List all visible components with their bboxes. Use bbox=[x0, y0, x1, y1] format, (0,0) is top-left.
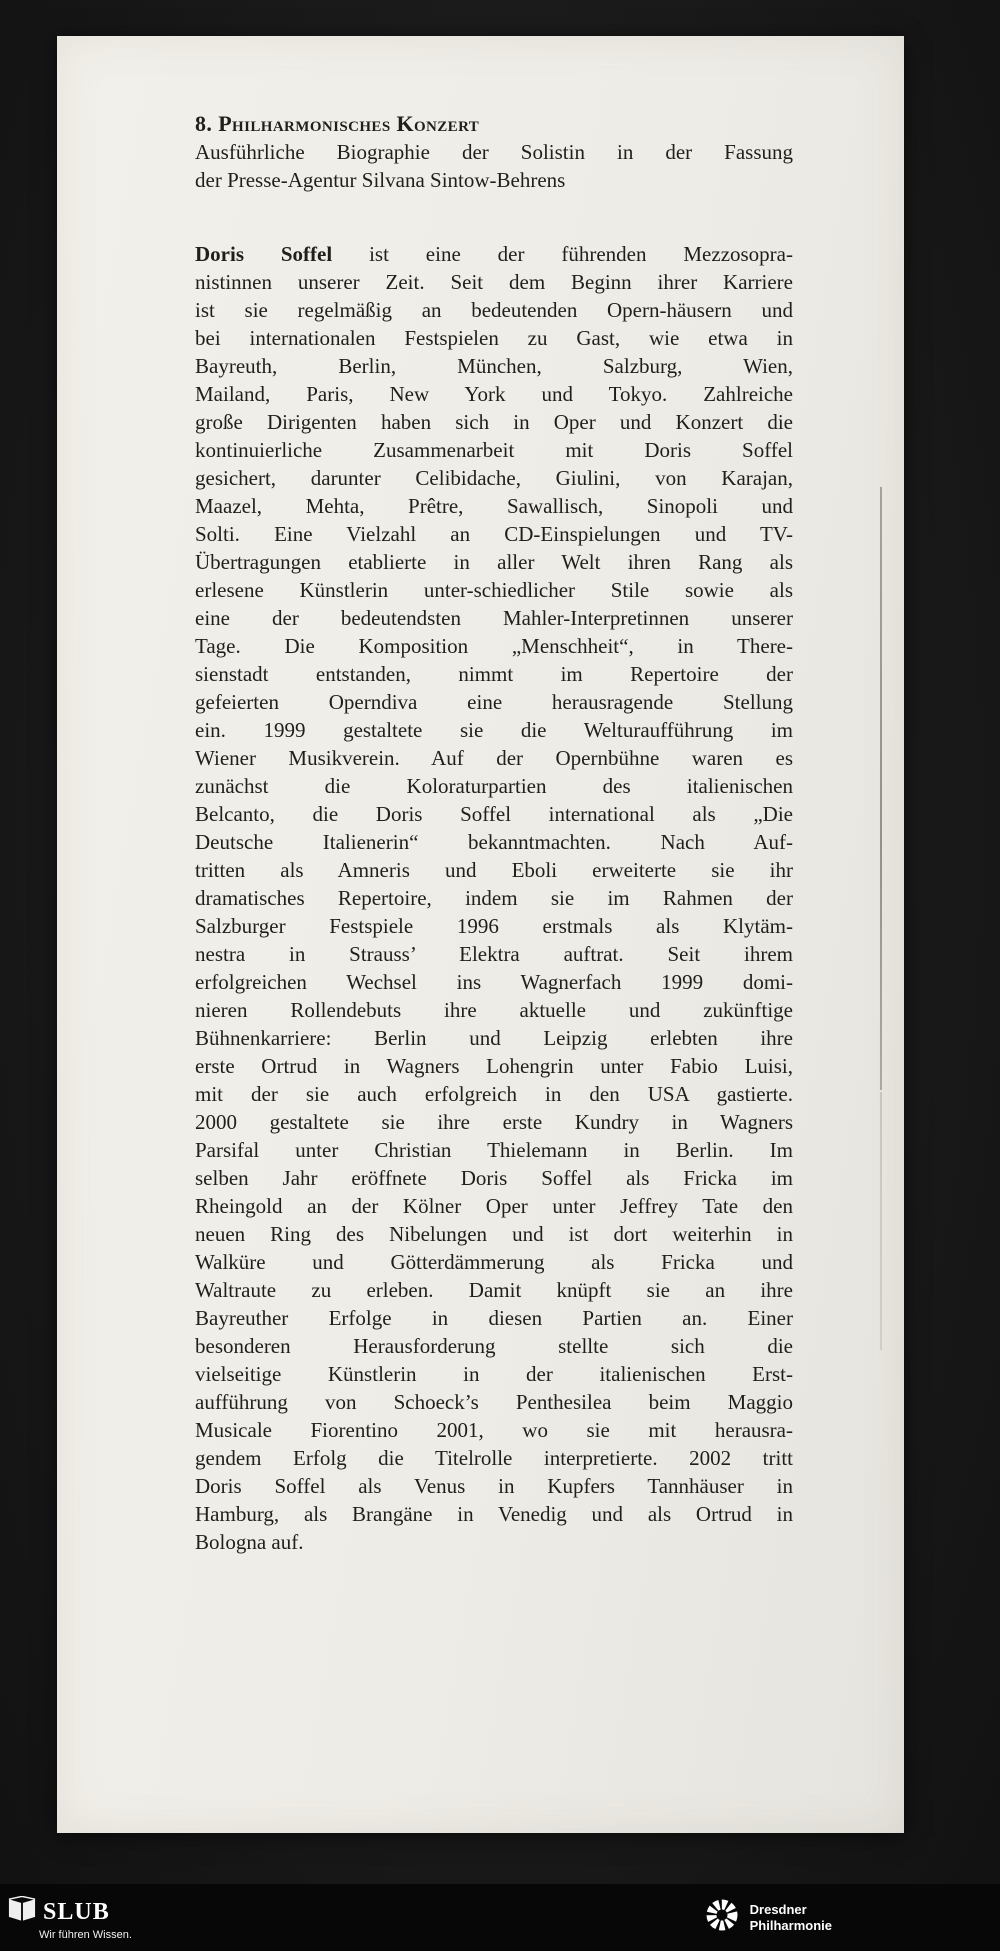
scan-text-line: gefeierten Operndiva eine herausragende Stellung bbox=[195, 690, 793, 714]
partner-name-line-1: Dresdner bbox=[749, 1901, 807, 1917]
scan-text-line: Wiener Musikverein. Auf der Opernbühne waren es bbox=[195, 746, 793, 770]
scan-text-line: nieren Rollendebuts ihre aktuelle und zukünftige bbox=[195, 998, 793, 1022]
scanned-page bbox=[57, 36, 904, 1833]
first-line-rest: ist eine der führenden Mezzosopra- bbox=[332, 242, 793, 266]
document-subtitle-line-2: der Presse-Agentur Silvana Sintow-Behrens bbox=[195, 168, 566, 192]
biography-lines bbox=[195, 268, 793, 1556]
dresdner-philharmonie-branding bbox=[704, 1897, 832, 1938]
scan-text-block bbox=[195, 110, 793, 1556]
scan-text-line: aufführung von Schoeck’s Penthesilea beim Maggio bbox=[195, 1390, 793, 1414]
scan-text-line: nistinnen unserer Zeit. Seit dem Beginn ihrer Karriere bbox=[195, 270, 793, 294]
scan-text-line: erfolgreichen Wechsel ins Wagnerfach 1999 domi- bbox=[195, 970, 793, 994]
scan-text-line: Belcanto, die Doris Soffel international als „Die bbox=[195, 802, 793, 826]
partner-name-line-2: Philharmonie bbox=[749, 1917, 832, 1933]
scan-text-line: ein. 1999 gestaltete sie die Welturaufführung im bbox=[195, 718, 793, 742]
scan-text-line: große Dirigenten haben sich in Oper und Konzert die bbox=[195, 410, 793, 434]
scan-text-line: bei internationalen Festspielen zu Gast, wie etwa in bbox=[195, 326, 793, 350]
scan-text-line: dramatisches Repertoire, indem sie im Rahmen der bbox=[195, 886, 793, 910]
partner-name bbox=[750, 1902, 832, 1934]
scan-text-line: 2000 gestaltete sie ihre erste Kundry in Wagners bbox=[195, 1110, 793, 1134]
scan-text-line: gesichert, darunter Celibidache, Giulini, von Karajan, bbox=[195, 466, 793, 490]
scan-text-line: Bayreuth, Berlin, München, Salzburg, Wien, bbox=[195, 354, 793, 378]
scan-text-line: eine der bedeutendsten Mahler-Interpretinnen unserer bbox=[195, 606, 793, 630]
scan-text-line: besonderen Herausforderung stellte sich die bbox=[195, 1334, 793, 1358]
scan-text-line: selben Jahr eröffnete Doris Soffel als Fricka im bbox=[195, 1166, 793, 1190]
scan-text-line: Walküre und Götterdämmerung als Fricka und bbox=[195, 1250, 793, 1274]
biography-paragraph bbox=[195, 240, 793, 1556]
scan-text-line: Mailand, Paris, New York und Tokyo. Zahlreiche bbox=[195, 382, 793, 406]
scan-text-line: Salzburger Festspiele 1996 erstmals als Klytäm- bbox=[195, 914, 793, 938]
scan-text-line: Musicale Fiorentino 2001, wo sie mit herausra- bbox=[195, 1418, 793, 1442]
scan-text-line: Deutsche Italienerin“ bekanntmachten. Nach Auf- bbox=[195, 830, 793, 854]
slub-wordmark: SLUB bbox=[43, 1898, 110, 1925]
dresdner-philharmonie-logo-icon bbox=[704, 1897, 740, 1938]
scan-text-line: erste Ortrud in Wagners Lohengrin unter Fabio Luisi, bbox=[195, 1054, 793, 1078]
footer-bar bbox=[0, 1884, 1000, 1951]
scan-text-line: erlesene Künstlerin unter-schiedlicher Stile sowie als bbox=[195, 578, 793, 602]
scan-text-line: Bühnenkarriere: Berlin und Leipzig erlebten ihre bbox=[195, 1026, 793, 1050]
scan-text-line: vielseitige Künstlerin in der italienischen Erst- bbox=[195, 1362, 793, 1386]
scan-text-line: Parsifal unter Christian Thielemann in Berlin. Im bbox=[195, 1138, 793, 1162]
document-subtitle-line-1: Ausführliche Biographie der Solistin in der Fassung bbox=[195, 140, 793, 164]
scan-text-line: Maazel, Mehta, Prêtre, Sawallisch, Sinopoli und bbox=[195, 494, 793, 518]
slub-tagline: Wir führen Wissen. bbox=[39, 1929, 132, 1941]
scan-text-line: Bologna auf. bbox=[195, 1530, 304, 1554]
scan-text-line: Doris Soffel als Venus in Kupfers Tannhäuser in bbox=[195, 1474, 793, 1498]
scan-text-line: kontinuierliche Zusammenarbeit mit Doris Soffel bbox=[195, 438, 793, 462]
scan-text-line: sienstadt entstanden, nimmt im Repertoire der bbox=[195, 662, 793, 686]
scan-text-line: ist sie regelmäßig an bedeutenden Opern-häusern und bbox=[195, 298, 793, 322]
scan-text-line: tritten als Amneris und Eboli erweiterte sie ihr bbox=[195, 858, 793, 882]
scan-artifact-line bbox=[880, 487, 882, 1090]
slub-logo-icon bbox=[8, 1896, 36, 1927]
slub-branding bbox=[0, 1894, 132, 1941]
scan-text-line: Hamburg, als Brangäne in Venedig und als Ortrud in bbox=[195, 1502, 793, 1526]
scan-text-line: Tage. Die Komposition „Menschheit“, in There- bbox=[195, 634, 793, 658]
scan-artifact-line bbox=[880, 1092, 882, 1350]
scan-text-line: gendem Erfolg die Titelrolle interpretierte. 2002 tritt bbox=[195, 1446, 793, 1470]
scan-text-line: zunächst die Koloraturpartien des italienischen bbox=[195, 774, 793, 798]
scan-text-line: Bayreuther Erfolge in diesen Partien an. Einer bbox=[195, 1306, 793, 1330]
scan-text-line: Waltraute zu erleben. Damit knüpft sie an ihre bbox=[195, 1278, 793, 1302]
scan-text-line: Solti. Eine Vielzahl an CD-Einspielungen und TV- bbox=[195, 522, 793, 546]
document-title: 8. Philharmonisches Konzert bbox=[195, 111, 480, 136]
soloist-name: Doris Soffel bbox=[195, 242, 333, 266]
scan-text-line: Übertragungen etablierte in aller Welt ihren Rang als bbox=[195, 550, 793, 574]
scan-text-line bbox=[195, 240, 793, 268]
scan-text-line: mit der sie auch erfolgreich in den USA gastierte. bbox=[195, 1082, 793, 1106]
scan-text-line: neuen Ring des Nibelungen und ist dort weiterhin in bbox=[195, 1222, 793, 1246]
scan-text-line: Rheingold an der Kölner Oper unter Jeffrey Tate den bbox=[195, 1194, 793, 1218]
scan-text-line: nestra in Strauss’ Elektra auftrat. Seit ihrem bbox=[195, 942, 793, 966]
